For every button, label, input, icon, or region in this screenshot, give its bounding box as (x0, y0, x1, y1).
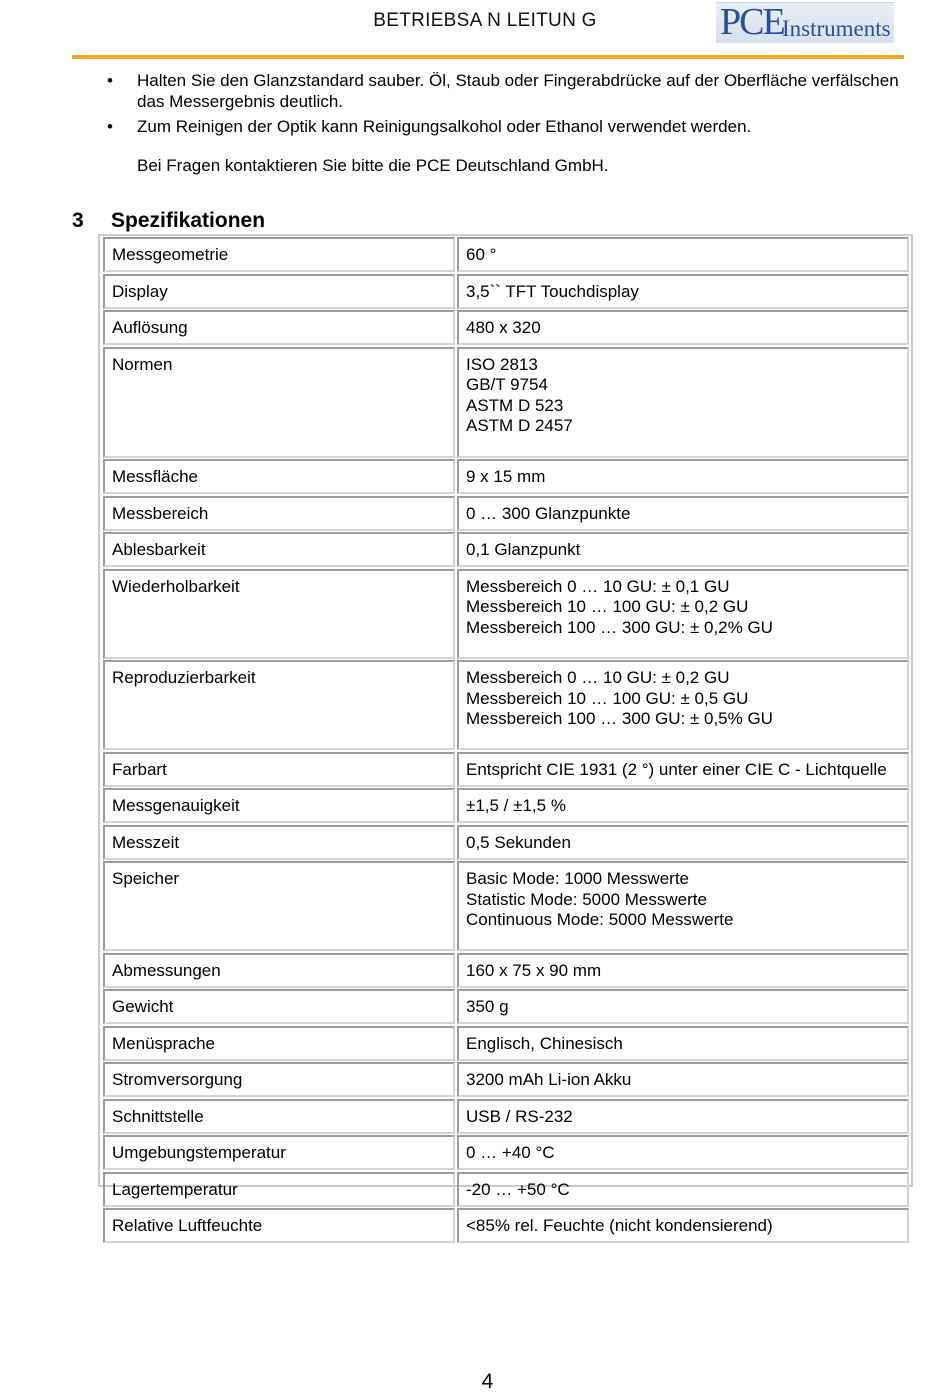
spec-value-cell (457, 459, 909, 494)
spec-label-cell (103, 237, 455, 272)
spec-value: ASTM D 2457 (466, 416, 573, 435)
spec-value: Englisch, Chinesisch (466, 1033, 623, 1053)
table-row (100, 274, 911, 309)
spec-label-cell (103, 569, 455, 659)
bullet-icon: • (107, 117, 113, 136)
spec-label-cell (103, 788, 455, 823)
table-row (100, 1135, 911, 1170)
spec-label: Stromversorgung (112, 1070, 243, 1089)
spec-label-cell (103, 660, 455, 750)
spec-value-cell (457, 953, 909, 988)
logo-pce-text: PCE (720, 1, 784, 43)
spec-value: -20 … +50 °C (466, 1179, 570, 1199)
spec-label: Lagertemperatur (112, 1179, 238, 1199)
spec-label: Messbereich (112, 503, 209, 523)
spec-value-cell (457, 1026, 909, 1061)
spec-label-cell (103, 1172, 455, 1207)
spec-value-cell (457, 660, 909, 750)
spec-label-cell (103, 532, 455, 567)
spec-label: Messgeometrie (112, 245, 229, 264)
spec-value-cell (457, 1208, 909, 1243)
spec-label-cell (103, 347, 455, 458)
spec-value: 3200 mAh Li-ion Akku (466, 1070, 632, 1089)
table-row (100, 310, 911, 345)
spec-value: ASTM D 523 (466, 395, 564, 415)
header-divider (72, 55, 904, 59)
spec-label-cell (103, 459, 455, 494)
section-title: Spezifikationen (111, 209, 266, 232)
spec-value-cell (457, 496, 909, 531)
table-row (100, 1062, 911, 1097)
contact-note: Bei Fragen kontaktieren Sie bitte die PCE Deutschland GmbH. (137, 156, 609, 175)
spec-label-cell (103, 953, 455, 988)
bullet-icon: • (107, 71, 113, 90)
table-row (100, 569, 911, 659)
table-row (100, 237, 911, 272)
bullet-text: Zum Reinigen der Optik kann Reinigungsalkohol oder Ethanol verwendet werden. (137, 117, 752, 136)
spec-value: Entspricht CIE 1931 (2 °) unter einer CIE C - Lichtquelle (466, 759, 887, 779)
spec-label: Menüsprache (112, 1033, 216, 1053)
table-row (100, 1172, 911, 1207)
spec-value-cell (457, 310, 909, 345)
table-row (100, 496, 911, 531)
spec-value-cell (457, 569, 909, 659)
spec-value: Continuous Mode: 5000 Messwerte (466, 910, 734, 929)
table-row (100, 953, 911, 988)
spec-label-cell (103, 1099, 455, 1134)
spec-value: Messbereich 10 … 100 GU: ± 0,5 GU (466, 688, 749, 708)
spec-label-cell (103, 752, 455, 787)
spec-label-cell (103, 1062, 455, 1097)
pce-instruments-logo (716, 2, 894, 43)
section-heading (72, 209, 265, 233)
list-item (108, 70, 908, 112)
spec-label-cell (103, 861, 455, 951)
table-row (100, 532, 911, 567)
spec-label-cell (103, 1208, 455, 1243)
spec-value: ISO 2813 (466, 354, 538, 374)
spec-value: Basic Mode: 1000 Messwerte (466, 869, 689, 888)
spec-label: Display (112, 281, 168, 301)
table-row (100, 660, 911, 750)
spec-value: 60 ° (466, 245, 497, 264)
spec-value: 160 x 75 x 90 mm (466, 960, 602, 980)
list-item (108, 116, 908, 137)
spec-label: Reproduzierbarkeit (112, 668, 256, 687)
table-row (100, 989, 911, 1024)
spec-value: Statistic Mode: 5000 Messwerte (466, 889, 707, 909)
bullet-text: Halten Sie den Glanzstandard sauber. Öl, Staub oder Fingerabdrücke auf der Oberfläche verfälschen das Messergebnis deutlich. (137, 71, 899, 111)
spec-value: ±1,5 / ±1,5 % (466, 796, 566, 815)
spec-label: Ablesbarkeit (112, 540, 206, 559)
table-row (100, 788, 911, 823)
document-header-title: BETRIEBSA N LEITUN G (373, 10, 597, 31)
spec-label: Wiederholbarkeit (112, 576, 240, 596)
spec-value-cell (457, 1172, 909, 1207)
spec-value-cell (457, 825, 909, 860)
spec-value: 0 … +40 °C (466, 1143, 555, 1162)
spec-value: 9 x 15 mm (466, 467, 546, 486)
logo-instruments-text: Instruments (782, 16, 891, 41)
spec-label-cell (103, 496, 455, 531)
spec-label: Messfläche (112, 467, 198, 486)
page-number: 4 (481, 1370, 494, 1393)
spec-value-cell (457, 989, 909, 1024)
spec-value: 350 g (466, 997, 509, 1016)
care-instructions-list (108, 70, 908, 141)
spec-value-cell (457, 532, 909, 567)
spec-label-cell (103, 1135, 455, 1170)
table-row (100, 1099, 911, 1134)
spec-label: Messgenauigkeit (112, 796, 240, 815)
spec-label: Messzeit (112, 832, 180, 852)
spec-value-cell (457, 1099, 909, 1134)
table-row (100, 1208, 911, 1243)
spec-value: USB / RS-232 (466, 1106, 573, 1126)
spec-label: Abmessungen (112, 960, 221, 980)
spec-label: Schnittstelle (112, 1106, 204, 1126)
spec-label-cell (103, 274, 455, 309)
table-row (100, 459, 911, 494)
spec-value-cell (457, 237, 909, 272)
spec-label: Normen (112, 354, 173, 374)
table-row (100, 861, 911, 951)
spec-label-cell (103, 1026, 455, 1061)
spec-value-cell (457, 274, 909, 309)
spec-value-cell (457, 1135, 909, 1170)
spec-value: Messbereich 0 … 10 GU: ± 0,2 GU (466, 668, 730, 687)
spec-value: 0 … 300 Glanzpunkte (466, 503, 631, 523)
spec-value: Messbereich 100 … 300 GU: ± 0,2% GU (466, 617, 773, 637)
spec-value: <85% rel. Feuchte (nicht kondensierend) (466, 1216, 773, 1235)
spec-value-cell (457, 752, 909, 787)
table-row (100, 347, 911, 458)
spec-value: 3,5`` TFT Touchdisplay (466, 281, 639, 301)
specifications-table (98, 234, 913, 1235)
spec-label: Relative Luftfeuchte (112, 1216, 263, 1235)
spec-value: Messbereich 100 … 300 GU: ± 0,5% GU (466, 709, 773, 728)
spec-label: Auflösung (112, 318, 188, 337)
spec-value-cell (457, 861, 909, 951)
table-row (100, 752, 911, 787)
table-row (100, 1026, 911, 1061)
spec-label-cell (103, 310, 455, 345)
spec-label-cell (103, 825, 455, 860)
spec-label: Farbart (112, 759, 167, 779)
spec-value-cell (457, 788, 909, 823)
spec-value: Messbereich 0 … 10 GU: ± 0,1 GU (466, 576, 730, 596)
table-row (100, 825, 911, 860)
spec-label: Gewicht (112, 997, 174, 1016)
spec-value: 0,1 Glanzpunkt (466, 540, 581, 559)
spec-label: Umgebungstemperatur (112, 1143, 286, 1162)
spec-value: Messbereich 10 … 100 GU: ± 0,2 GU (466, 597, 749, 616)
spec-label-cell (103, 989, 455, 1024)
spec-label: Speicher (112, 869, 180, 888)
spec-value-cell (457, 347, 909, 458)
spec-value-cell (457, 1062, 909, 1097)
section-number: 3 (72, 209, 84, 232)
spec-value: 480 x 320 (466, 318, 541, 337)
spec-value: GB/T 9754 (466, 375, 548, 394)
spec-value: 0,5 Sekunden (466, 832, 571, 852)
